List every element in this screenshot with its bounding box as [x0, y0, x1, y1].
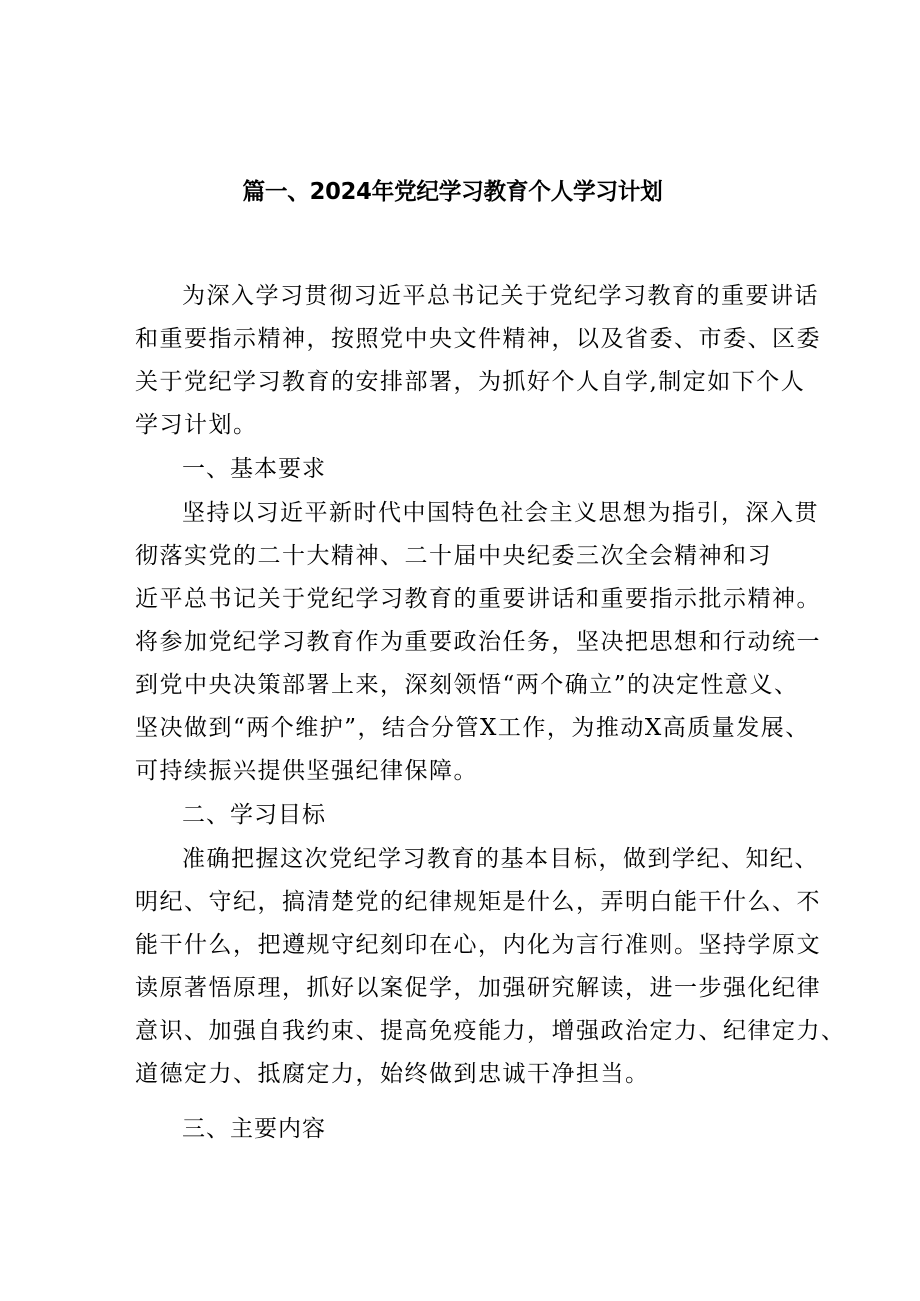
section-1-line-4: 将参加党纪学习教育作为重要政治任务，坚决把思想和行动统一	[135, 629, 821, 655]
section-1-line-5: 到党中央决策部署上来，深刻领悟“两个确立”的决定性意义、	[135, 672, 799, 698]
intro-line-1: 为深入学习贯彻习近平总书记关于党纪学习教育的重要讲话	[182, 283, 819, 309]
section-3-heading: 三、主要内容	[182, 1116, 326, 1142]
section-1-line-2: 彻落实党的二十大精神、二十届中央纪委三次全会精神和习	[135, 543, 772, 569]
section-2-heading: 二、学习目标	[182, 802, 326, 828]
section-2-line-6: 道德定力、抵腐定力，始终做到忠诚干净担当。	[135, 1061, 650, 1087]
section-1-line-3: 近平总书记关于党纪学习教育的重要讲话和重要指示批示精神。	[135, 586, 821, 612]
section-1-line-6: 坚决做到“两个维护”，结合分管X工作，为推动X高质量发展、	[135, 715, 810, 741]
section-2-line-5: 意识、加强自我约束、提高免疫能力，增强政治定力、纪律定力、	[135, 1018, 846, 1044]
intro-line-3: 关于党纪学习教育的安排部署，为抓好个人自学,制定如下个人	[135, 369, 806, 395]
intro-line-2: 和重要指示精神，按照党中央文件精神，以及省委、市委、区委	[135, 326, 821, 352]
document-title: 篇一、2024年党纪学习教育个人学习计划	[242, 179, 663, 205]
section-2-line-3: 能干什么，把遵规守纪刻印在心，内化为言行准则。坚持学原文	[135, 932, 821, 958]
section-2-line-4: 读原著悟原理，抓好以案促学，加强研究解读，进一步强化纪律	[135, 975, 821, 1001]
section-2-line-1: 准确把握这次党纪学习教育的基本目标，做到学纪、知纪、	[182, 846, 819, 872]
section-1-line-1: 坚持以习近平新时代中国特色社会主义思想为指引，深入贯	[182, 500, 819, 526]
section-1-line-7: 可持续振兴提供坚强纪律保障。	[135, 758, 478, 784]
intro-line-4: 学习计划。	[135, 412, 258, 438]
section-1-heading: 一、基本要求	[182, 456, 326, 482]
section-2-line-2: 明纪、守纪，搞清楚党的纪律规矩是什么，弄明白能干什么、不	[135, 889, 821, 915]
